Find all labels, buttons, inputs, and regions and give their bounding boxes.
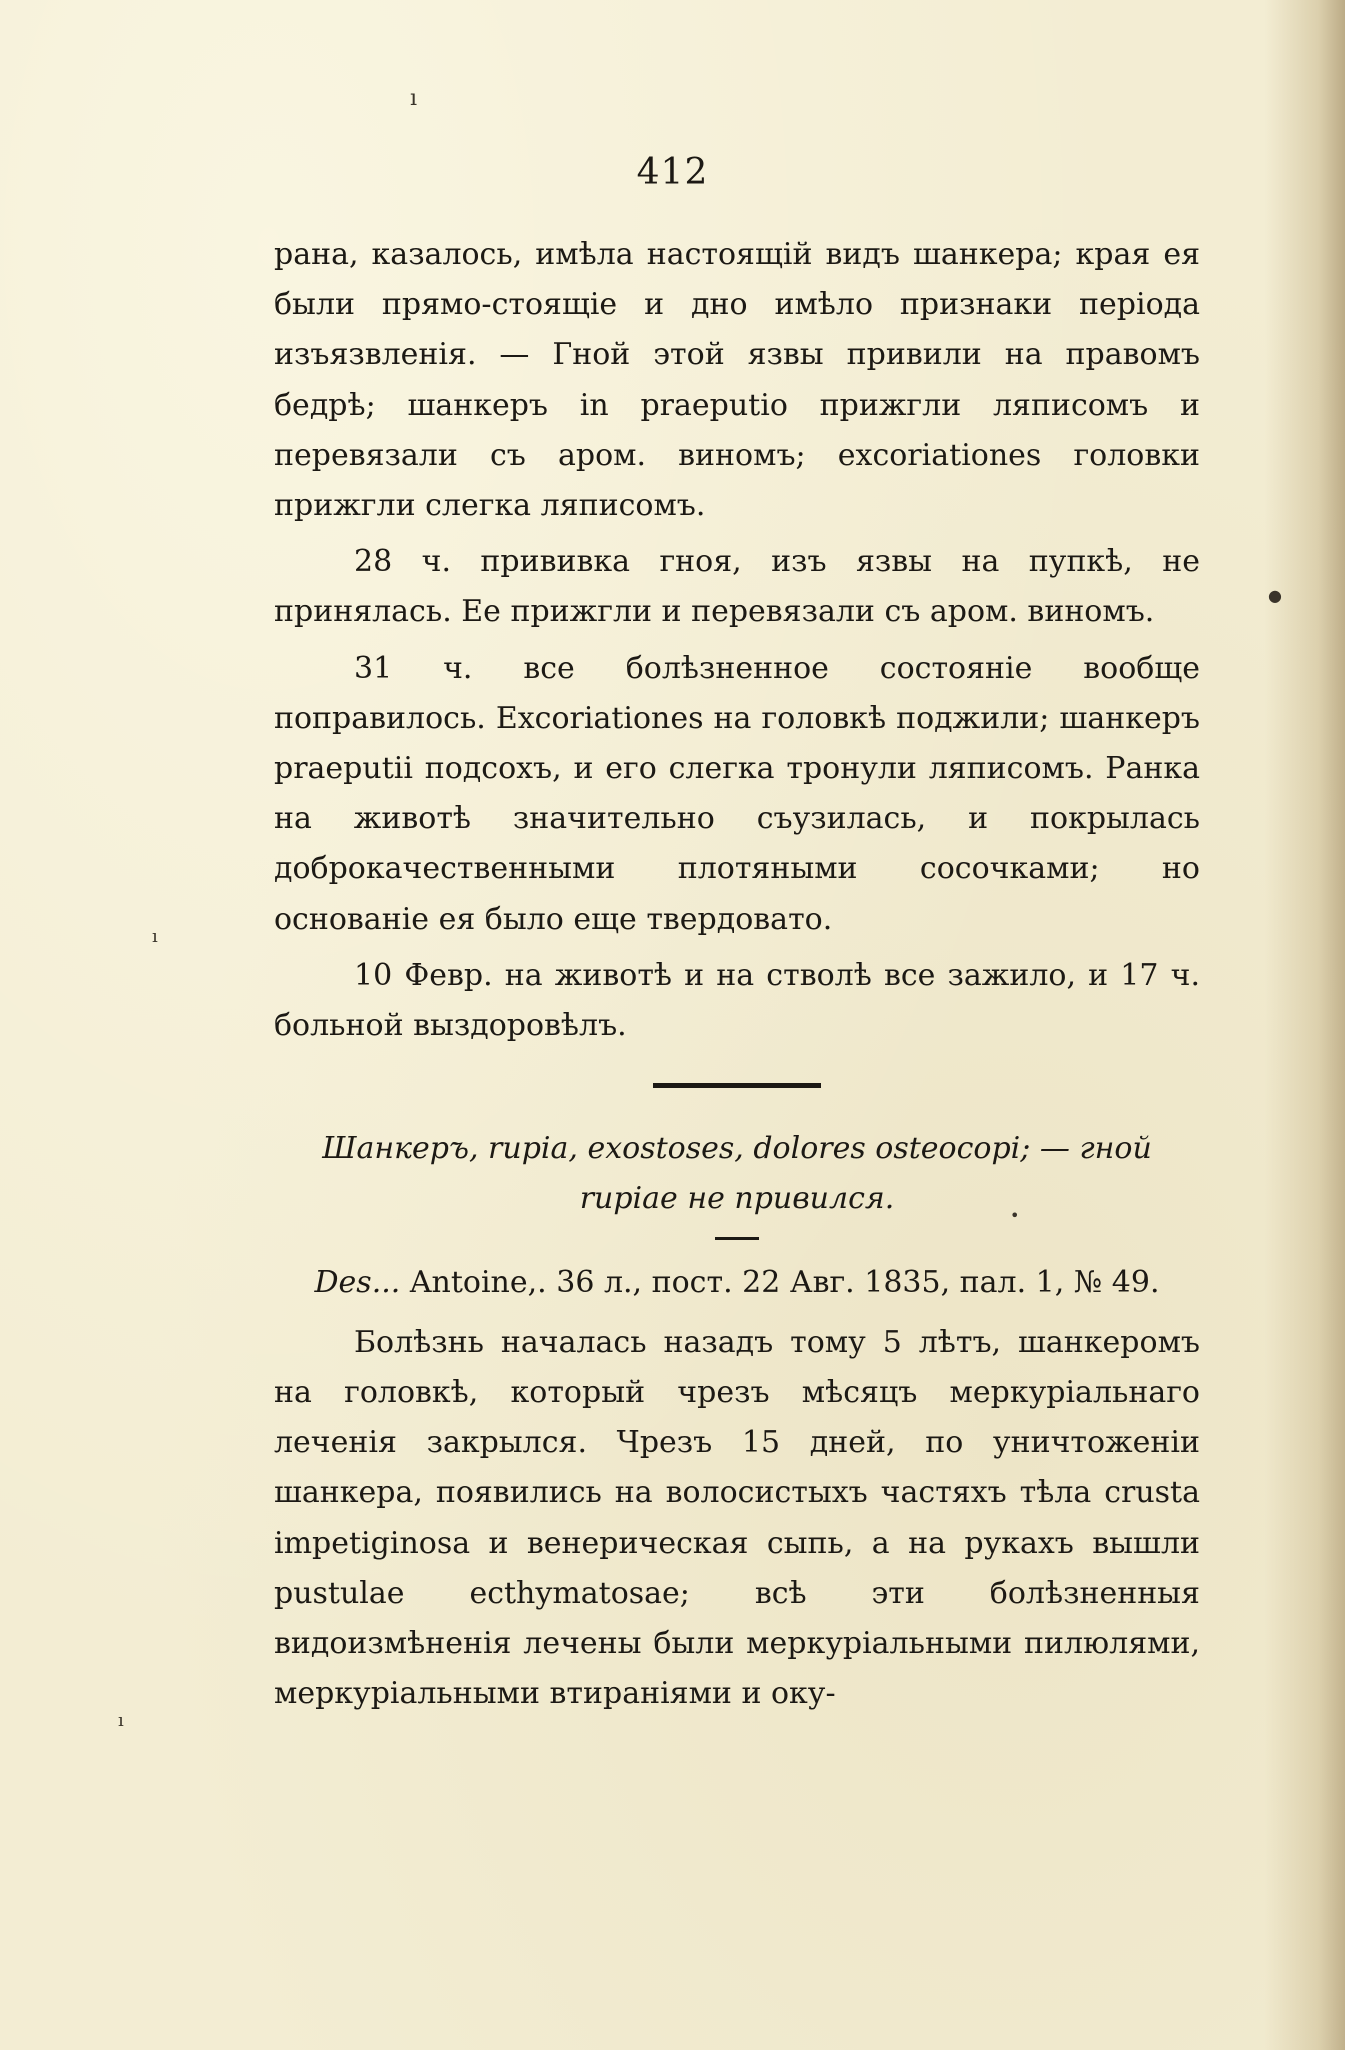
section-heading: Шанкеръ, rupia, exostoses, dolores osteocopi; — гной rupiae не привился. <box>322 1131 1152 1217</box>
section-divider <box>653 1083 821 1088</box>
patient-name: Des... <box>314 1264 401 1300</box>
case-header <box>274 1258 1200 1308</box>
page-number: 412 <box>636 152 709 193</box>
page-speck: ı <box>410 86 418 111</box>
page-speck: ı <box>152 926 158 947</box>
page-speck: • <box>1010 1206 1020 1225</box>
paragraph-day-28: 28 ч. прививка гноя, изъ язвы на пупкѣ, не принялась. Ее прижгли и перевязали съ аром. виномъ. <box>274 544 1200 630</box>
paragraph-history: Болѣзнь началась назадъ тому 5 лѣтъ, шанкеромъ на головкѣ, который чрезъ мѣсяцъ меркуріальнаго леченія закрылся. Чрезъ 15 дней, по уничтоженіи шанкера, появились на волосистыхъ частяхъ тѣла crusta impetiginosa и венерическая сыпь, а на рукахъ вышли pustulae ecthymatosae; всѣ эти болѣзненныя видоизмѣненія лечены были меркуріальными пилюлями, меркуріальными втираніями и оку- <box>274 1324 1200 1712</box>
page-body <box>274 230 1200 1719</box>
heading-rule <box>715 1237 759 1240</box>
patient-details: Antoine,. 36 л., пост. 22 Авг. 1835, пал. 1, № 49. <box>409 1264 1160 1300</box>
paragraph-continued: рана, казалось, имѣла настоящій видъ шанкера; края ея были прямо-стоящіе и дно имѣло признаки періода изъязвленія. — Гной этой язвы привили на правомъ бедрѣ; шанкеръ in praeputio прижгли ляписомъ и перевязали съ аром. виномъ; excoriationes головки прижгли слегка ляписомъ. <box>274 237 1200 524</box>
paragraph-day-31: 31 ч. все болѣзненное состояніе вообще поправилось. Excoriationes на головкѣ поджили; шанкеръ praeputii подсохъ, и его слегка тронули ляписомъ. Ранка на животѣ значительно съузилась, и покрылась доброкачественными плотяными сосочками; но основаніе ея было еще твердовато. <box>274 650 1200 937</box>
page-speck: ● <box>1268 586 1282 605</box>
paragraph-february: 10 Февр. на животѣ и на стволѣ все зажило, и 17 ч. больной выздоровѣлъ. <box>274 957 1200 1044</box>
page-speck: ı <box>118 1710 124 1731</box>
